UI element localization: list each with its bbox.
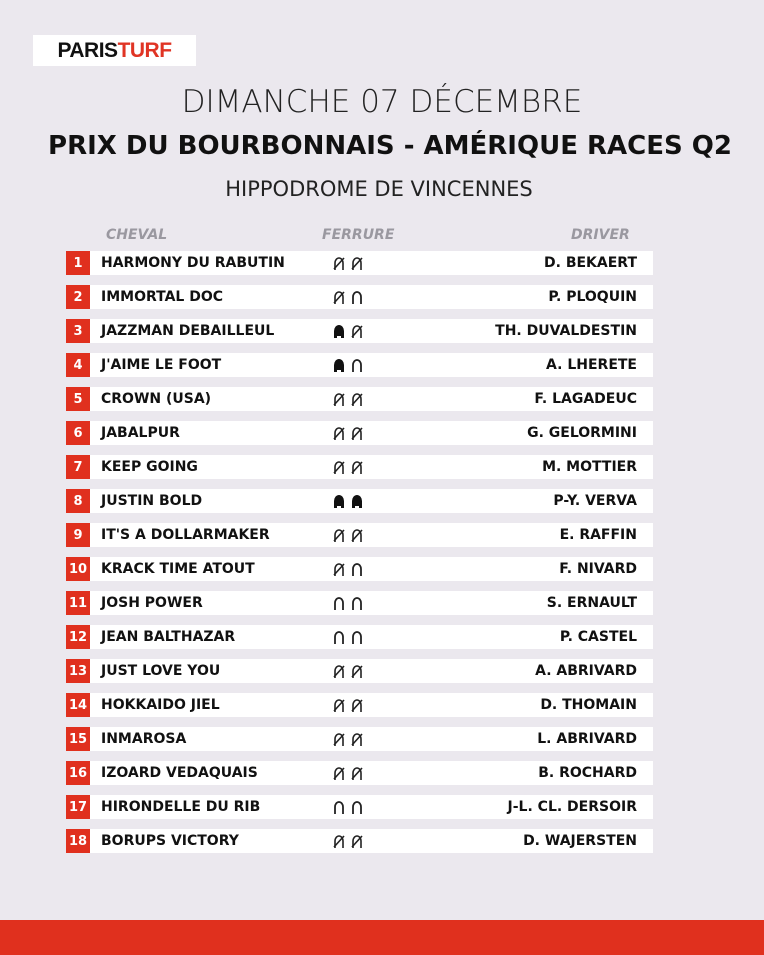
runner-row — [66, 353, 653, 377]
horse-name: CROWN (USA) — [101, 391, 212, 407]
horseshoe-filled-icon — [331, 493, 347, 513]
runner-number: 2 — [66, 285, 90, 309]
runner-number: 18 — [66, 829, 90, 853]
horseshoe-shoe-icon — [349, 629, 365, 649]
paris-turf-logo — [33, 35, 196, 66]
runner-row — [66, 285, 653, 309]
shoeing — [331, 629, 365, 649]
horseshoe-barred-icon — [331, 765, 347, 785]
runner-row — [66, 387, 653, 411]
horse-name: JEAN BALTHAZAR — [101, 629, 236, 645]
horseshoe-barred-icon — [331, 731, 347, 751]
runner-number: 7 — [66, 455, 90, 479]
driver-name: D. THOMAIN — [540, 697, 637, 713]
horseshoe-barred-icon — [349, 323, 365, 343]
race-title: PRIX DU BOURBONNAIS - AMÉRIQUE RACES Q2 — [48, 131, 732, 161]
runner-row — [66, 727, 653, 751]
horseshoe-barred-icon — [349, 255, 365, 275]
runner-row — [66, 795, 653, 819]
runner-row — [66, 591, 653, 615]
runner-number: 15 — [66, 727, 90, 751]
horseshoe-filled-icon — [331, 323, 347, 343]
runner-row — [66, 625, 653, 649]
horse-name: IZOARD VEDAQUAIS — [101, 765, 258, 781]
driver-name: A. LHERETE — [546, 357, 637, 373]
runner-number: 3 — [66, 319, 90, 343]
driver-name: D. BEKAERT — [544, 255, 637, 271]
horse-name: JOSH POWER — [101, 595, 203, 611]
shoeing — [331, 765, 365, 785]
runner-number: 11 — [66, 591, 90, 615]
driver-name: D. WAJERSTEN — [523, 833, 637, 849]
column-header-horse: CHEVAL — [106, 227, 168, 243]
shoeing — [331, 799, 365, 819]
horseshoe-shoe-icon — [349, 357, 365, 377]
runner-number: 12 — [66, 625, 90, 649]
horse-name: J'AIME LE FOOT — [101, 357, 222, 373]
horseshoe-barred-icon — [331, 425, 347, 445]
horseshoe-barred-icon — [349, 833, 365, 853]
logo-part-1: PARIS — [57, 38, 118, 62]
driver-name: B. ROCHARD — [538, 765, 637, 781]
runner-row — [66, 421, 653, 445]
horse-name: JABALPUR — [101, 425, 180, 441]
driver-name: L. ABRIVARD — [537, 731, 637, 747]
driver-name: F. NIVARD — [559, 561, 637, 577]
runner-row — [66, 659, 653, 683]
runner-row — [66, 557, 653, 581]
runner-number: 1 — [66, 251, 90, 275]
horseshoe-shoe-icon — [331, 629, 347, 649]
horseshoe-shoe-icon — [349, 561, 365, 581]
horseshoe-barred-icon — [349, 731, 365, 751]
driver-name: P. CASTEL — [559, 629, 637, 645]
shoeing — [331, 595, 365, 615]
runner-row — [66, 319, 653, 343]
horseshoe-barred-icon — [349, 425, 365, 445]
horseshoe-barred-icon — [331, 833, 347, 853]
horseshoe-filled-icon — [349, 493, 365, 513]
runner-number: 6 — [66, 421, 90, 445]
shoeing — [331, 357, 365, 377]
shoeing — [331, 833, 365, 853]
runner-row — [66, 829, 653, 853]
shoeing — [331, 255, 365, 275]
horseshoe-barred-icon — [331, 391, 347, 411]
runner-row — [66, 761, 653, 785]
runner-number: 10 — [66, 557, 90, 581]
driver-name: S. ERNAULT — [546, 595, 637, 611]
horse-name: INMAROSA — [101, 731, 187, 747]
horse-name: JUSTIN BOLD — [101, 493, 203, 509]
horseshoe-shoe-icon — [331, 799, 347, 819]
shoeing — [331, 289, 365, 309]
runner-row — [66, 251, 653, 275]
horseshoe-shoe-icon — [349, 799, 365, 819]
venue: HIPPODROME DE VINCENNES — [225, 177, 533, 201]
horse-name: HOKKAIDO JIEL — [101, 697, 220, 713]
driver-name: E. RAFFIN — [559, 527, 637, 543]
driver-name: M. MOTTIER — [542, 459, 637, 475]
horseshoe-barred-icon — [331, 663, 347, 683]
horse-name: JUST LOVE YOU — [101, 663, 221, 679]
horseshoe-barred-icon — [349, 459, 365, 479]
runner-row — [66, 693, 653, 717]
runner-number: 17 — [66, 795, 90, 819]
runner-number: 9 — [66, 523, 90, 547]
horse-name: IT'S A DOLLARMAKER — [101, 527, 270, 543]
shoeing — [331, 561, 365, 581]
shoeing — [331, 425, 365, 445]
horseshoe-shoe-icon — [349, 595, 365, 615]
shoeing — [331, 323, 365, 343]
horseshoe-barred-icon — [331, 459, 347, 479]
horseshoe-barred-icon — [349, 527, 365, 547]
runner-number: 14 — [66, 693, 90, 717]
driver-name: P-Y. VERVA — [553, 493, 637, 509]
driver-name: G. GELORMINI — [527, 425, 637, 441]
shoeing — [331, 663, 365, 683]
horseshoe-barred-icon — [331, 561, 347, 581]
shoeing — [331, 697, 365, 717]
horseshoe-barred-icon — [331, 697, 347, 717]
horse-name: HARMONY DU RABUTIN — [101, 255, 285, 271]
shoeing — [331, 731, 365, 751]
runner-number: 13 — [66, 659, 90, 683]
horseshoe-shoe-icon — [349, 289, 365, 309]
driver-name: A. ABRIVARD — [535, 663, 637, 679]
driver-name: J-L. CL. DERSOIR — [507, 799, 637, 815]
shoeing — [331, 527, 365, 547]
horseshoe-barred-icon — [331, 527, 347, 547]
runner-row — [66, 455, 653, 479]
horse-name: KRACK TIME ATOUT — [101, 561, 255, 577]
driver-name: P. PLOQUIN — [548, 289, 637, 305]
horseshoe-barred-icon — [349, 697, 365, 717]
runner-number: 5 — [66, 387, 90, 411]
runner-row — [66, 523, 653, 547]
horseshoe-barred-icon — [349, 663, 365, 683]
runner-number: 4 — [66, 353, 90, 377]
horse-name: IMMORTAL DOC — [101, 289, 224, 305]
runner-number: 8 — [66, 489, 90, 513]
shoeing — [331, 391, 365, 411]
horseshoe-barred-icon — [349, 765, 365, 785]
horse-name: HIRONDELLE DU RIB — [101, 799, 261, 815]
horse-name: JAZZMAN DEBAILLEUL — [101, 323, 275, 339]
driver-name: F. LAGADEUC — [534, 391, 637, 407]
column-header-driver: DRIVER — [571, 227, 630, 243]
horse-name: KEEP GOING — [101, 459, 198, 475]
driver-name: TH. DUVALDESTIN — [495, 323, 637, 339]
column-header-shoeing: FERRURE — [322, 227, 395, 243]
shoeing — [331, 459, 365, 479]
logo-part-2: TURF — [117, 38, 172, 62]
runner-row — [66, 489, 653, 513]
shoeing — [331, 493, 365, 513]
runner-number: 16 — [66, 761, 90, 785]
horseshoe-shoe-icon — [331, 595, 347, 615]
footer-bar — [0, 920, 764, 955]
horseshoe-barred-icon — [349, 391, 365, 411]
horseshoe-barred-icon — [331, 289, 347, 309]
horseshoe-filled-icon — [331, 357, 347, 377]
race-date: DIMANCHE 07 DÉCEMBRE — [181, 84, 583, 120]
horse-name: BORUPS VICTORY — [101, 833, 239, 849]
horseshoe-barred-icon — [331, 255, 347, 275]
